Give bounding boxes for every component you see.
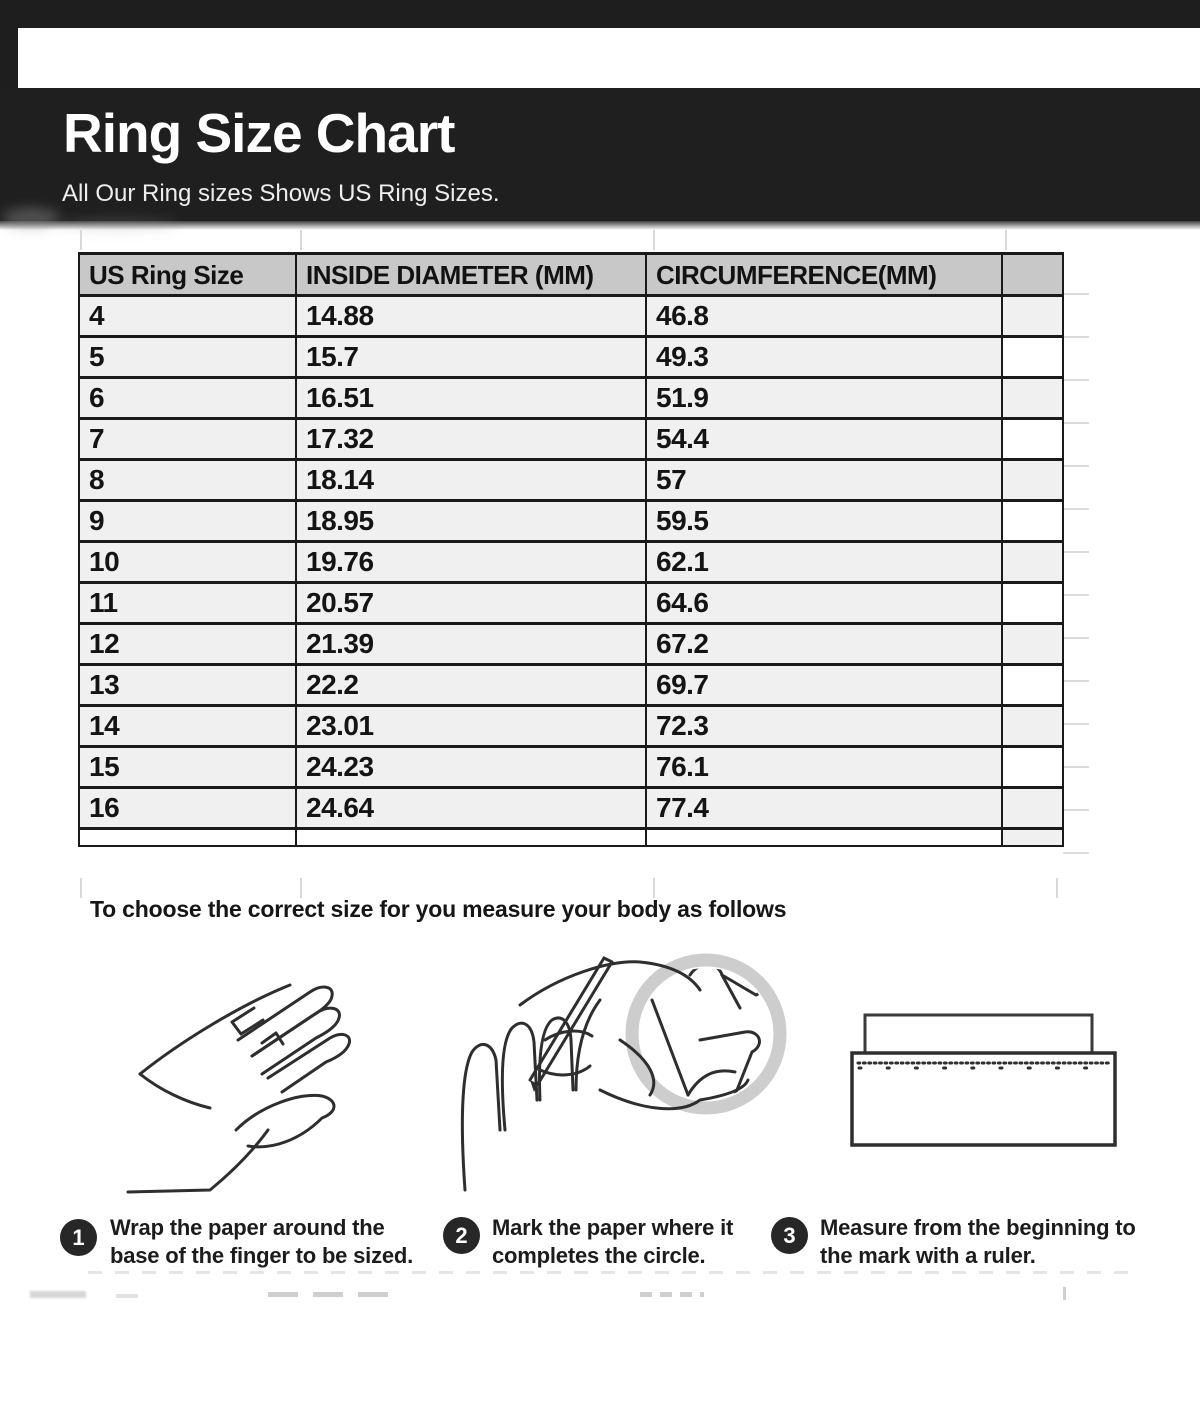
empty-stub-cell [1002, 254, 1063, 296]
table-row [79, 419, 1063, 460]
scan-smudge [2, 208, 60, 228]
table-row [79, 583, 1063, 624]
us-size-cell: 5 [79, 337, 296, 378]
circumference-cell: 49.3 [646, 337, 1002, 378]
diameter-cell: 21.39 [296, 624, 646, 665]
us-size-cell: 11 [79, 583, 296, 624]
scan-gridline [300, 230, 302, 250]
diameter-cell: 20.57 [296, 583, 646, 624]
table-header-row [79, 254, 1063, 296]
step-1-badge: 1 [60, 1219, 97, 1256]
scan-gridline [653, 878, 655, 898]
circumference-cell: 64.6 [646, 583, 1002, 624]
us-size-cell: 13 [79, 665, 296, 706]
empty-stub-cell [1002, 419, 1063, 460]
scan-artifact-dashed-line [88, 1271, 1136, 1274]
us-size-cell: 12 [79, 624, 296, 665]
circumference-cell: 69.7 [646, 665, 1002, 706]
step-2-text: Mark the paper where it completes the circle. [492, 1215, 734, 1268]
circumference-cell: 77.4 [646, 788, 1002, 829]
us-size-cell: 7 [79, 419, 296, 460]
diameter-cell: 18.14 [296, 460, 646, 501]
us-size-cell: 4 [79, 296, 296, 337]
ruler-body [852, 1053, 1115, 1145]
scan-artifact [268, 1292, 394, 1297]
empty-stub-cell [1002, 788, 1063, 829]
step-2-badge: 2 [443, 1217, 480, 1254]
scan-artifact [640, 1292, 704, 1297]
table-row [79, 747, 1063, 788]
empty-stub-cell [1002, 542, 1063, 583]
scan-gridlines-right [1063, 293, 1089, 879]
column-header-us-ring-size: US Ring Size [79, 254, 296, 296]
empty-stub-cell [1002, 501, 1063, 542]
step-1-text: Wrap the paper around the base of the finger to be sized. [110, 1215, 414, 1268]
circumference-cell: 46.8 [646, 296, 1002, 337]
empty-cell [646, 829, 1002, 847]
diameter-cell: 24.23 [296, 747, 646, 788]
page-title: Ring Size Chart [63, 102, 455, 164]
scan-artifact [1063, 1287, 1066, 1300]
us-size-cell: 15 [79, 747, 296, 788]
diameter-cell: 23.01 [296, 706, 646, 747]
table-row [79, 501, 1063, 542]
scan-gridline [1005, 230, 1007, 250]
ring-size-table [78, 252, 1064, 847]
empty-stub-cell [1002, 747, 1063, 788]
scan-gridline [653, 230, 655, 250]
column-header-circumference: CIRCUMFERENCE(MM) [646, 254, 1002, 296]
empty-stub-cell [1002, 296, 1063, 337]
us-size-cell: 14 [79, 706, 296, 747]
table-row [79, 788, 1063, 829]
empty-stub-cell [1002, 624, 1063, 665]
step-3-badge: 3 [771, 1217, 808, 1254]
scan-gridline [80, 878, 82, 898]
table-row [79, 296, 1063, 337]
empty-stub-cell [1002, 829, 1063, 847]
scan-artifact [116, 1294, 138, 1298]
diameter-cell: 16.51 [296, 378, 646, 419]
table-row [79, 460, 1063, 501]
empty-stub-cell [1002, 583, 1063, 624]
table-row [79, 665, 1063, 706]
step-3-text: Measure from the beginning to the mark with a ruler. [820, 1215, 1136, 1268]
table-row [79, 337, 1063, 378]
us-size-cell: 9 [79, 501, 296, 542]
top-scan-bar [0, 0, 1200, 28]
us-size-cell: 8 [79, 460, 296, 501]
diameter-cell: 24.64 [296, 788, 646, 829]
circumference-cell: 59.5 [646, 501, 1002, 542]
empty-stub-cell [1002, 706, 1063, 747]
hand-with-paper-strip-illustration [120, 950, 380, 1200]
circumference-cell: 57 [646, 460, 1002, 501]
empty-stub-cell [1002, 378, 1063, 419]
measure-instructions-heading: To choose the correct size for you measure your body as follows [90, 896, 787, 922]
us-size-cell: 16 [79, 788, 296, 829]
scan-artifact [30, 1291, 86, 1298]
circumference-cell: 76.1 [646, 747, 1002, 788]
circumference-cell: 62.1 [646, 542, 1002, 583]
diameter-cell: 14.88 [296, 296, 646, 337]
diameter-cell: 15.7 [296, 337, 646, 378]
table-row [79, 624, 1063, 665]
diameter-cell: 18.95 [296, 501, 646, 542]
table-row [79, 706, 1063, 747]
table-row [79, 542, 1063, 583]
empty-stub-cell [1002, 665, 1063, 706]
table-row [79, 378, 1063, 419]
column-header-inside-diameter: INSIDE DIAMETER (MM) [296, 254, 646, 296]
us-size-cell: 10 [79, 542, 296, 583]
us-size-cell: 6 [79, 378, 296, 419]
diameter-cell: 22.2 [296, 665, 646, 706]
ruler-illustration [845, 1005, 1125, 1155]
table-row-empty [79, 829, 1063, 847]
circumference-cell: 54.4 [646, 419, 1002, 460]
scan-smudge [58, 218, 178, 230]
circumference-cell: 72.3 [646, 706, 1002, 747]
circumference-cell: 51.9 [646, 378, 1002, 419]
empty-cell [296, 829, 646, 847]
diameter-cell: 19.76 [296, 542, 646, 583]
scan-gridline [1056, 878, 1058, 898]
page-subtitle: All Our Ring sizes Shows US Ring Sizes. [62, 180, 500, 207]
empty-stub-cell [1002, 460, 1063, 501]
circumference-cell: 67.2 [646, 624, 1002, 665]
empty-cell [79, 829, 296, 847]
scan-gridline [300, 878, 302, 898]
hand-marking-paper-illustration [440, 945, 805, 1210]
scan-gridline [80, 230, 82, 250]
empty-stub-cell [1002, 337, 1063, 378]
diameter-cell: 17.32 [296, 419, 646, 460]
